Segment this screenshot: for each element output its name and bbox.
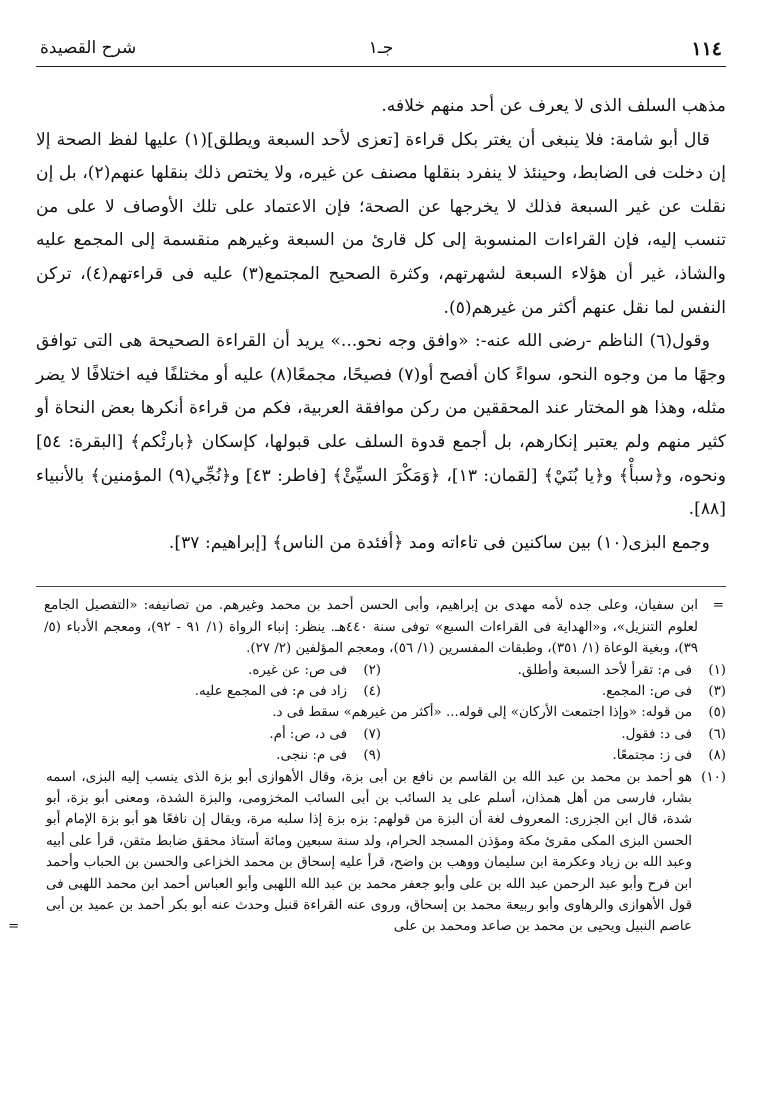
footnote-text: زاد فى م: فى المجمع عليه.	[194, 683, 347, 699]
footnote-item	[36, 745, 381, 766]
footnote-text: فى د: فقول.	[621, 726, 692, 742]
footnote-number: (١٠)	[701, 769, 726, 785]
footnote-number: (٧)	[363, 726, 381, 742]
footnote-separator	[36, 586, 726, 587]
footnote-number: (٥)	[708, 705, 726, 721]
footnote-text	[8, 767, 693, 938]
footnote-body: هو أحمد بن محمد بن عبد الله بن القاسم بن نافع بن أبى بزة، وقال الأهوازى أبو بزة الذى ينسب إليه البزى، اسمه بشار، فارسى من أهل همذان، أسلم على يد السائب بن أبى السائب المخزومى، والبزة الشدة، ومعنى أبو بزة، أبو شدة، قال ابن الجزرى: المعروف لغة أن البزة من قولهم: بزه بزة إذا سلبه مرة، ويقال إن نافعًا هو أبو بزة الإمام أبو الحسن البزى المكى مقرئ مكة ومؤذن المسجد الحرام، ولد سنة سبعين ومائة أستاذ محقق ضابط متقن، قرأ على أبيه وعبد الله بن زياد وعكرمة ابن سليمان ووهب بن واضح، قرأ عليه إسحاق بن محمد الخزاعى والحسن بن الحباب وأحمد ابن فرح وأبو عبد الرحمن عبد الله بن على وأبو جعفر محمد بن عبد الله اللهبى وأبو العباس أحمد ابن محمد اللهبى فى قول الأهوازى والرهاوى وأبو ربيعة محمد بن إسحاق، وروى عنه القراءة قنبل وحدث عنه أبو بكر أحمد بن عميد بن أبى عاصم النبيل ويحيى بن محمد بن صاعد ومحمد بن على	[46, 769, 693, 935]
paragraph: وقول(٦) الناظم -رضى الله عنه-: «وافق وجه نحو...» يريد أن القراءة الصحيحة هى التى توافق وجهًا ما من وجوه النحو، سواءً كان أفصح أو(٧) فصيحًا، مجمعًا(٨) عليه أو مختلفًا فيه اختلافًا لا يضر مثله، وهذا هو المختار عند المحققين من ركن موافقة العربية، فكم من قراءة أنكرها بعض النحاة أو كثير منهم ولم يعتبر إنكارهم، بل أجمع قدوة السلف على قبولها، كإسكان ﴿بارئْكم﴾ [البقرة: ٥٤] ونحوه، و﴿سبأْ﴾ و﴿يا بُنَيْ﴾ [لقمان: ١٣]، ﴿وَمَكْرَ السيِّئْ﴾ [فاطر: ٤٣] و﴿نُجِّي(٩) المؤمنين﴾ بالأنبياء [٨٨].	[36, 331, 726, 520]
book-title: شرح القصيدة	[40, 38, 137, 58]
footnote-text: ابن سفيان، وعلى جده لأمه مهدى بن إبراهيم، وأبى الحسن أحمد بن محمد وغيرهم. من تصانيفه: «التفصيل الجامع لعلوم التنزيل»، و«الهداية فى القراءات السبع» توفى سنة ٤٤٠هـ. ينظر: إنباء الرواة (١/ ٩١ - ٩٢)، ومعجم الأدباء (٥/ ٣٩)، وبغية الوعاة (١/ ٣٥١)، وطبقات المفسرين (١/ ٥٦)، ومعجم المؤلفين (٢/ ٢٧).	[44, 598, 698, 657]
footnote-text: فى م: ننجى.	[276, 748, 347, 764]
paragraph: وجمع البزى(١٠) بين ساكنين فى تاءاته ومد ﴿أفئدة من الناس﴾ [إبراهيم: ٣٧].	[168, 532, 710, 553]
footnote-text: فى ص: المجمع.	[601, 683, 692, 699]
footnote-number: (٦)	[708, 726, 726, 742]
footnote-row	[36, 724, 726, 745]
continuation-marker: =	[712, 598, 724, 614]
footnote-item	[36, 660, 381, 681]
running-header	[36, 28, 726, 60]
footnote-item	[381, 745, 726, 766]
footnote-item	[36, 724, 381, 745]
paragraph: مذهب السلف الذى لا يعرف عن أحد منهم خلافه.	[381, 96, 726, 116]
header-rule	[36, 66, 726, 67]
continuation-marker: =	[8, 919, 20, 935]
footnote-text: فى د، ص: أم.	[269, 726, 347, 742]
footnote-number: (٢)	[363, 662, 381, 678]
footnote-number: (٩)	[363, 748, 381, 764]
footnote-item	[381, 660, 726, 681]
footnote-number: (٤)	[363, 683, 381, 699]
footnote-item	[381, 724, 726, 745]
footnote-row	[36, 681, 726, 702]
main-text	[36, 90, 726, 560]
footnote-item	[36, 681, 381, 702]
footnote-row	[36, 660, 726, 681]
footnote-item	[36, 702, 726, 723]
footnote-text: فى م: تقرأ لأحد السبعة وأطلق.	[517, 662, 692, 678]
footnote-number: (١)	[708, 662, 726, 678]
footnote-number: (٨)	[708, 748, 726, 764]
footnote-text: فى ص: عن غيره.	[248, 662, 347, 678]
footnote-item	[381, 681, 726, 702]
footnote-row	[36, 745, 726, 766]
page-number: ١١٤	[691, 38, 722, 60]
footnote-row	[36, 702, 726, 723]
footnote-number: (٣)	[708, 683, 726, 699]
footnote-continuation	[36, 595, 726, 659]
footnotes	[8, 595, 726, 938]
document-page	[8, 28, 726, 938]
footnote-text: من قوله: «وإذا اجتمعت الأركان» إلى قوله... «أكثر من غيرهم» سقط فى د.	[272, 705, 692, 721]
footnote-text: فى ز: مجتمعًا.	[612, 748, 692, 764]
volume-label: جـ١	[368, 38, 394, 58]
paragraph: قال أبو شامة: فلا ينبغى أن يغتر بكل قراءة [تعزى لأحد السبعة ويطلق](١) عليها لفظ الصحة إلا إن دخلت فى الضابط، وحينئذ لا ينفرد بنقلها مصنف عن غيره، ولا يختص ذلك بنقلها عنهم(٢)، بل إن نقلت عن غير السبعة فذلك لا يخرجها عن الصحة؛ فإن الاعتماد على تلك الأوصاف لا على من تنسب إليه، فإن القراءات المنسوبة إلى كل قارئ من السبعة وغيرهم منقسمة إلى المجمع عليه والشاذ، غير أن هؤلاء السبعة لشهرتهم، وكثرة الصحيح المجتمع(٣) عليه فى قراءتهم(٤)، تركن النفس لما نقل عنهم أكثر من غيرهم(٥).	[36, 129, 726, 318]
footnote-item	[8, 767, 726, 938]
